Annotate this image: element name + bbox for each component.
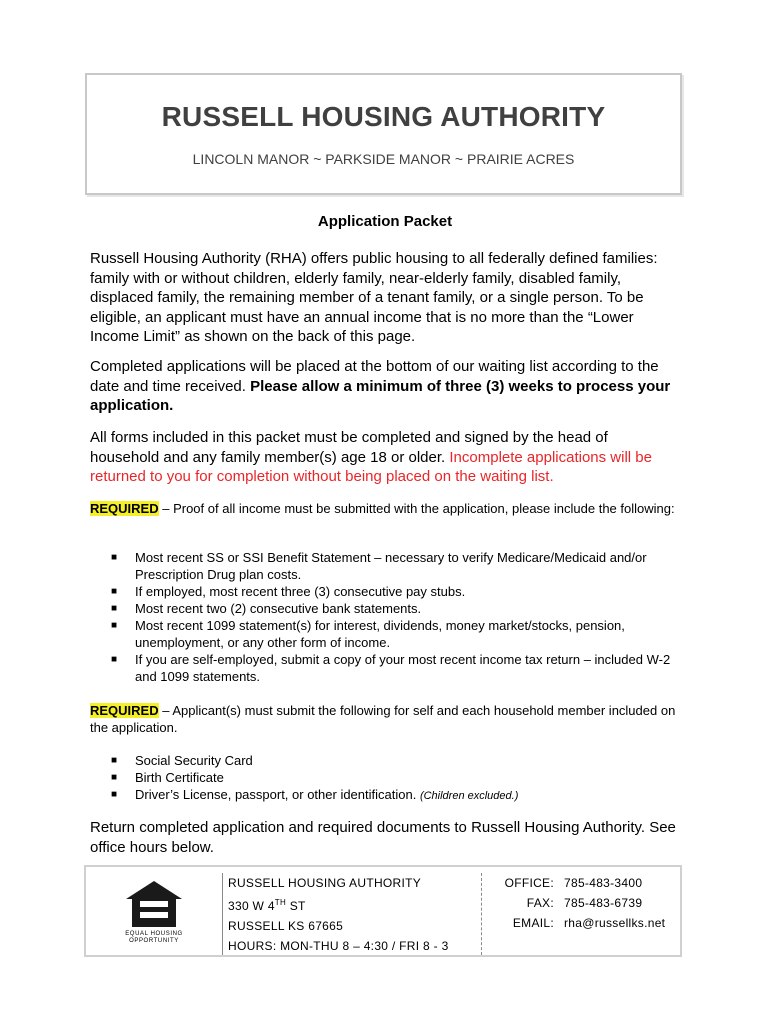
bullet-icon: ■ bbox=[111, 654, 118, 665]
list-item bbox=[90, 786, 680, 805]
fax-row bbox=[490, 893, 665, 913]
required-id-paragraph bbox=[90, 702, 680, 736]
email-address: rha@russellks.net bbox=[564, 916, 666, 930]
letterhead-box bbox=[85, 73, 682, 195]
intro-paragraph: Russell Housing Authority (RHA) offers public housing to all federally defined families: family with or without children, elderly family, near-elderly family, disabled family, displaced family, the remaining member of a tenant family, or a single person. To be eligible, an applicant must have an annual income that is no more than the “Lower Income Limit” as shown on the back of this page. bbox=[90, 250, 658, 345]
list-item-text: Birth Certificate bbox=[135, 770, 224, 785]
list-item bbox=[90, 617, 680, 651]
list-item-text: Most recent SS or SSI Benefit Statement – necessary to verify Medicare/Medicaid and/or Prescription Drug plan costs. bbox=[135, 550, 647, 582]
equal-housing-icon bbox=[124, 879, 184, 929]
city-state-zip: RUSSELL KS 67665 bbox=[228, 919, 344, 933]
required-label: REQUIRED bbox=[90, 501, 159, 516]
packet-title: Application Packet bbox=[317, 213, 453, 230]
footer-org-name: RUSSELL HOUSING AUTHORITY bbox=[228, 876, 422, 890]
list-item-text: Most recent 1099 statement(s) for interest, dividends, money market/stocks, pension, unemployment, or any other form of income. bbox=[135, 618, 625, 650]
id-document-list bbox=[90, 752, 680, 805]
contact-block bbox=[490, 873, 665, 933]
address-block bbox=[228, 873, 449, 956]
waiting-bold-text: Please allow a minimum of three (3) weeks to process your application. bbox=[90, 377, 671, 414]
divider bbox=[222, 873, 223, 955]
required-income-paragraph bbox=[90, 500, 680, 517]
bullet-icon: ■ bbox=[111, 789, 118, 800]
list-item-text: If employed, most recent three (3) consecutive pay stubs. bbox=[135, 584, 466, 599]
list-item-text: Most recent two (2) consecutive bank statements. bbox=[135, 601, 422, 616]
logo-text: EQUAL HOUSING OPPORTUNITY bbox=[125, 931, 183, 944]
office-phone-row bbox=[490, 873, 665, 893]
properties-subtitle: LINCOLN MANOR ~ PARKSIDE MANOR ~ PRAIRIE ACRES bbox=[192, 151, 575, 167]
email-label: EMAIL: bbox=[512, 916, 554, 930]
bullet-icon: ■ bbox=[111, 603, 118, 614]
list-item-text: Social Security Card bbox=[135, 753, 253, 768]
list-item bbox=[90, 752, 680, 769]
organization-title: RUSSELL HOUSING AUTHORITY bbox=[161, 101, 606, 132]
street-name: ST bbox=[286, 899, 306, 913]
contact-footer bbox=[84, 865, 682, 957]
required-id-text: – Applicant(s) must submit the following for self and each household member included on the application. bbox=[90, 703, 676, 735]
office-hours: HOURS: MON-THU 8 – 4:30 / FRI 8 - 3 bbox=[228, 939, 449, 953]
bullet-icon: ■ bbox=[111, 620, 118, 631]
street-number: 330 W 4 bbox=[228, 899, 275, 913]
street-suffix: TH bbox=[274, 898, 287, 907]
list-item bbox=[90, 600, 680, 617]
office-phone: 785-483-3400 bbox=[564, 876, 643, 890]
office-label: OFFICE: bbox=[504, 876, 554, 890]
fax-number: 785-483-6739 bbox=[564, 896, 643, 910]
bullet-icon: ■ bbox=[111, 552, 118, 563]
email-row bbox=[490, 913, 665, 933]
list-item bbox=[90, 583, 680, 600]
forms-text: All forms included in this packet must be completed and signed by the head of household and any family member(s) age 18 or older. bbox=[90, 429, 608, 466]
income-document-list bbox=[90, 549, 680, 685]
list-item-text: If you are self-employed, submit a copy of your most recent income tax return – included W-2 and 1099 statements. bbox=[135, 652, 671, 684]
divider bbox=[481, 873, 482, 955]
waiting-list-paragraph bbox=[90, 357, 680, 416]
waiting-text: Completed applications will be placed at the bottom of our waiting list according to the date and time received. bbox=[90, 358, 659, 395]
list-item bbox=[90, 769, 680, 786]
bullet-icon: ■ bbox=[111, 586, 118, 597]
street-address bbox=[228, 893, 449, 916]
required-label: REQUIRED bbox=[90, 703, 159, 718]
forms-paragraph bbox=[90, 428, 680, 487]
children-excluded-note: (Children excluded.) bbox=[419, 790, 519, 802]
list-item bbox=[90, 549, 680, 583]
equal-housing-logo bbox=[122, 879, 186, 949]
bullet-icon: ■ bbox=[111, 772, 118, 783]
incomplete-warning: Incomplete applications will be returned to you for completion without being placed on the waiting list. bbox=[90, 448, 652, 485]
return-instructions: Return completed application and required documents to Russell Housing Authority. See office hours below. bbox=[90, 819, 676, 856]
list-item bbox=[90, 651, 680, 685]
list-item-text: Driver’s License, passport, or other identification. bbox=[135, 787, 420, 802]
fax-label: FAX: bbox=[526, 896, 554, 910]
bullet-icon: ■ bbox=[111, 755, 118, 766]
required-income-text: – Proof of all income must be submitted with the application, please include the following: bbox=[158, 501, 675, 516]
